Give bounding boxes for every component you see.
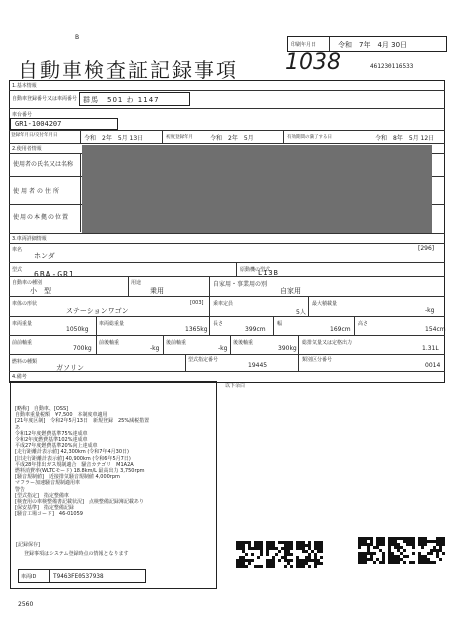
length-value: 399cm bbox=[245, 326, 266, 333]
qr-module bbox=[272, 565, 275, 568]
note-line: 令和2年度燃費基準102%達成車 bbox=[15, 437, 88, 444]
qr-module bbox=[421, 546, 424, 549]
vin-value: GR1-1004207 bbox=[15, 120, 62, 128]
capacity-value: 5人 bbox=[296, 309, 306, 316]
note-line: [走行距離計表示値] 42,300km (令和7年4月30日) bbox=[15, 449, 129, 456]
maker-label: 車名 bbox=[12, 247, 23, 253]
gross-value: 1365kg bbox=[185, 326, 208, 333]
user-name-label: 使用者の氏名又は名称 bbox=[13, 161, 74, 168]
expiry-value: 令和 8年 5月 12日 bbox=[375, 135, 435, 142]
model-label: 型式 bbox=[12, 267, 23, 273]
expiry-label: 有効期間の満了する日 bbox=[287, 135, 332, 140]
maker-code: [296] bbox=[418, 245, 435, 252]
car-id-box bbox=[18, 569, 146, 583]
document-title: 自動車検査証記録事項 bbox=[18, 58, 238, 82]
weight-value: 1050kg bbox=[66, 326, 89, 333]
width-label: 幅 bbox=[277, 321, 283, 327]
qr-module bbox=[284, 565, 287, 568]
ff-value: 700kg bbox=[73, 345, 92, 352]
qr-module bbox=[412, 552, 415, 555]
reg-date-value: 令和 2年 5月 13日 bbox=[84, 135, 144, 142]
qr-module bbox=[290, 565, 293, 568]
body-value: ステーションワゴン bbox=[66, 307, 129, 315]
purpose-label: 自家用・事業用の別 bbox=[213, 281, 268, 288]
qr-module bbox=[403, 561, 406, 564]
qr-module bbox=[260, 565, 263, 568]
small-mark: B bbox=[75, 34, 80, 41]
qr-module bbox=[290, 553, 293, 556]
qr-module bbox=[412, 561, 415, 564]
issue-date-label: 印刷年月日 bbox=[291, 42, 317, 48]
qr-module bbox=[278, 559, 281, 562]
rf-value: -kg bbox=[218, 345, 228, 352]
reg-date-label: 登録年月日/交付年月日 bbox=[11, 133, 58, 138]
qr-module bbox=[430, 552, 433, 555]
gross-label: 車両総重量 bbox=[99, 321, 125, 327]
section-basic-heading: 1.基本情報 bbox=[12, 83, 37, 89]
classno-value: 0014 bbox=[425, 362, 441, 369]
note-line: [保安基準] 指定整備記録 bbox=[15, 505, 74, 512]
handwritten-number: 1038 bbox=[285, 50, 341, 75]
qr-module bbox=[358, 546, 361, 549]
storage-note-heading: [記録保存] bbox=[16, 542, 40, 548]
note-line: [検査用の車検整備書記載状況] 点検整備記録簿記載あり bbox=[15, 499, 144, 506]
note-line: [略称] 自動車、[OSS] bbox=[15, 406, 69, 412]
weight-label: 車両重量 bbox=[12, 321, 33, 327]
qr-module bbox=[442, 543, 445, 546]
issue-date-value: 令和 7年 4月 30日 bbox=[338, 41, 408, 49]
disp-label: 総排気量又は定格出力 bbox=[302, 340, 353, 346]
note-line: 平成27年度燃費基準20%向上達成車 bbox=[15, 443, 98, 450]
qr-module bbox=[320, 562, 323, 565]
classno-label: 類別区分番号 bbox=[302, 357, 333, 363]
qr-module bbox=[266, 553, 269, 556]
note-line: [21年度区制] 令和2年5月13日 新規登録 25%減税措置 bbox=[15, 418, 150, 425]
note-line: [騒音工場コード] 46-01059 bbox=[15, 511, 83, 518]
note-line: 平成28年排出ガス規制適合 騒音カテゴリ M1A2A bbox=[15, 461, 134, 468]
qr-code-5 bbox=[388, 537, 415, 566]
qr-module bbox=[314, 565, 317, 568]
vin-label: 車台番号 bbox=[12, 112, 33, 118]
qr-module bbox=[382, 561, 385, 564]
body-label: 車体の形状 bbox=[12, 301, 38, 307]
rr-value: 390kg bbox=[278, 345, 297, 352]
car-id-value: T9463FE0537938 bbox=[53, 573, 104, 580]
qr-module bbox=[320, 556, 323, 559]
qr-module bbox=[290, 559, 293, 562]
qr-module bbox=[406, 555, 409, 558]
qr-module bbox=[382, 543, 385, 546]
fr-label: 前後軸重 bbox=[99, 340, 120, 346]
ff-label: 前前軸重 bbox=[12, 340, 33, 346]
section-user-heading: 2.使用者情報 bbox=[12, 146, 42, 152]
typeno-label: 型式指定番号 bbox=[188, 357, 219, 363]
user-base-label: 使用の本拠の位置 bbox=[13, 214, 70, 221]
footer-code: 2560 bbox=[18, 601, 34, 608]
length-label: 長さ bbox=[213, 321, 224, 327]
maxload-label: 最大積載量 bbox=[312, 301, 338, 307]
qr-module bbox=[302, 565, 305, 568]
qr-module bbox=[245, 565, 248, 568]
note-line: [騒音規制値] 近接排気騒音規制値 4,000rpm bbox=[15, 474, 120, 481]
maxload-value: -kg bbox=[425, 307, 435, 314]
qr-module bbox=[373, 561, 376, 564]
note-line: 警告 bbox=[15, 486, 26, 493]
qr-module bbox=[320, 550, 323, 553]
qr-module bbox=[373, 552, 376, 555]
qr-module bbox=[290, 547, 293, 550]
section-notes-heading: 4.備考 bbox=[12, 374, 27, 380]
vin-box bbox=[10, 118, 118, 130]
qr-module bbox=[308, 565, 311, 568]
qr-module bbox=[275, 553, 278, 556]
note-line: [旧走行距離計表示値] 40,900km (令和6年5月7日) bbox=[15, 455, 131, 462]
qr-module bbox=[442, 552, 445, 555]
qr-module bbox=[403, 549, 406, 552]
height-label: 高さ bbox=[358, 321, 369, 327]
fr-value: -kg bbox=[150, 345, 160, 352]
rr-label: 後後軸重 bbox=[233, 340, 254, 346]
qr-module bbox=[433, 561, 436, 564]
reg-number-value: 群馬 501 わ 1147 bbox=[83, 96, 160, 104]
rf-label: 後前軸重 bbox=[166, 340, 187, 346]
reg-number-label: 自動車登録番号又は車両番号 bbox=[12, 96, 78, 102]
qr-module bbox=[260, 553, 263, 556]
kind-value: 小 型 bbox=[30, 287, 51, 295]
note-line: 令和12年度燃費基準75%達成車 bbox=[15, 430, 88, 437]
maker-value: ホンダ bbox=[34, 252, 55, 260]
qr-module bbox=[245, 553, 248, 556]
qr-code-3 bbox=[296, 541, 323, 570]
height-value: 154cm bbox=[425, 326, 446, 333]
note-line: あ bbox=[15, 424, 21, 431]
use-label: 用途 bbox=[131, 280, 142, 286]
engine-value: L13B bbox=[258, 269, 279, 277]
qr-module bbox=[251, 559, 254, 562]
car-id-label: 車両ID bbox=[21, 574, 37, 580]
qr-module bbox=[424, 543, 427, 546]
disp-value: 1.31L bbox=[422, 345, 439, 352]
kind-label: 自動車の種別 bbox=[12, 280, 43, 286]
qr-code-1 bbox=[236, 541, 263, 570]
storage-note-text: 登録事項はシステム登録時点の情報となります bbox=[24, 551, 129, 557]
qr-module bbox=[397, 561, 400, 564]
notes-box bbox=[10, 381, 217, 589]
redacted-user-info bbox=[82, 145, 432, 233]
note-line: 燃料消費率(WLTCモード) 18.8km/L 最高出力 3,750rpm bbox=[15, 468, 145, 475]
engine-label: 原動機の型式 bbox=[240, 267, 271, 273]
notes-margin: 以下余白 bbox=[225, 383, 246, 389]
issue-date-box bbox=[287, 36, 447, 52]
model-value: 6BA-GR1 bbox=[34, 270, 75, 279]
reg-number-box bbox=[79, 92, 190, 106]
first-reg-value: 令和 2年 5月 bbox=[210, 135, 254, 142]
purpose-value: 自家用 bbox=[280, 287, 301, 295]
qr-code-2 bbox=[266, 541, 293, 570]
use-value: 乗用 bbox=[150, 287, 164, 295]
qr-module bbox=[248, 562, 251, 565]
first-reg-label: 初度登録年月 bbox=[166, 135, 193, 140]
note-line: 自動車重量税額 ¥7,500 本制度車適用 bbox=[15, 412, 108, 419]
note-line: [型式指定] 指定整備車 bbox=[15, 492, 69, 499]
note-line: マフラー加速騒音規制適用車 bbox=[15, 480, 81, 487]
qr-module bbox=[278, 550, 281, 553]
qr-module bbox=[439, 558, 442, 561]
qr-module bbox=[257, 556, 260, 559]
capacity-label: 乗車定員 bbox=[213, 301, 234, 307]
notes-lines bbox=[15, 406, 149, 518]
qr-module bbox=[251, 553, 254, 556]
qr-module bbox=[364, 561, 367, 564]
typeno-value: 19445 bbox=[248, 362, 268, 369]
user-address-label: 使用者の住所 bbox=[13, 188, 62, 195]
fuel-label: 燃料の種類 bbox=[12, 359, 38, 365]
qr-code-4 bbox=[358, 537, 385, 566]
fuel-value: ガソリン bbox=[56, 364, 84, 372]
qr-module bbox=[412, 546, 415, 549]
serial-number: 461230116533 bbox=[370, 63, 414, 70]
qr-code-6 bbox=[418, 537, 445, 566]
section-vehicle-heading: 3.車両詳細情報 bbox=[12, 236, 47, 242]
width-value: 169cm bbox=[330, 326, 351, 333]
body-code: [003] bbox=[190, 300, 204, 306]
